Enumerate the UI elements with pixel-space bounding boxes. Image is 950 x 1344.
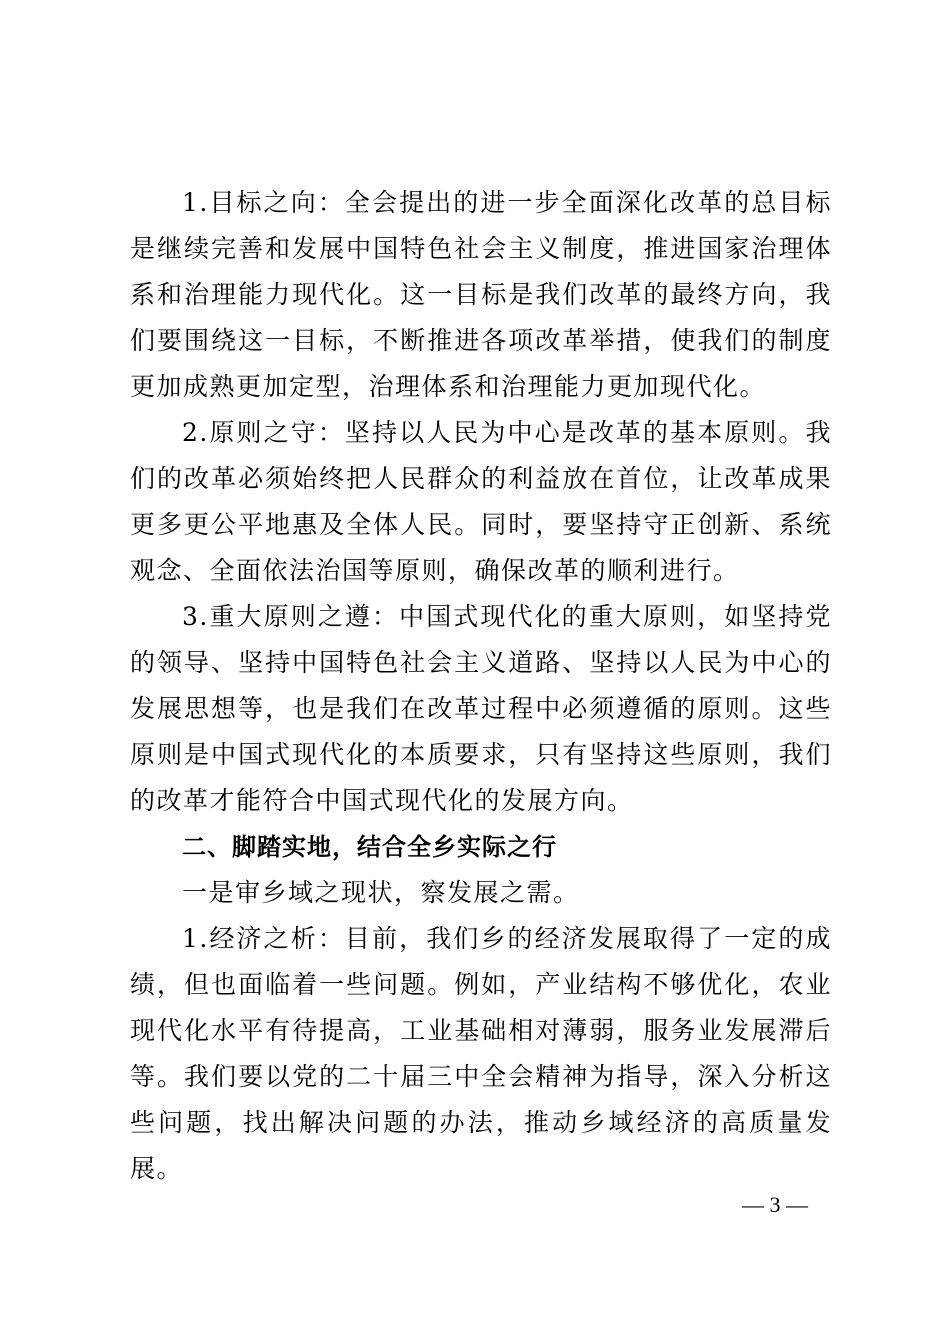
page-number: — 3 — bbox=[742, 1192, 808, 1217]
paragraph-subheading: 一是审乡域之现状，察发展之需。 bbox=[182, 878, 580, 907]
paragraph-principle: 2.原则之守：坚持以人民为中心是改革的基本原则。我们的改革必须始终把人民群众的利益放在首位，让改革成果更多更公平地惠及全体人民。同时，要坚持守正创新、系统观念、全面依法治国等原则，确保改革的顺利进行。 bbox=[130, 418, 832, 585]
paragraph-goal: 1.目标之向：全会提出的进一步全面深化改革的总目标是继续完善和发展中国特色社会主义制度，推进国家治理体系和治理能力现代化。这一目标是我们改革的最终方向，我们要围绕这一目标，不断推进各项改革举措，使我们的制度更加成熟更加定型，治理体系和治理能力更加现代化。 bbox=[130, 188, 832, 401]
section-heading: 二、脚踏实地，结合全乡实际之行 bbox=[182, 833, 557, 861]
document-body bbox=[130, 180, 832, 1192]
paragraph-major-principles: 3.重大原则之遵：中国式现代化的重大原则，如坚持党的领导、坚持中国特色社会主义道路、坚持以人民为中心的发展思想等，也是我们在改革过程中必须遵循的原则。这些原则是中国式现代化的本质要求，只有坚持这些原则，我们的改革才能符合中国式现代化的发展方向。 bbox=[130, 602, 832, 815]
paragraph-economy: 1.经济之析：目前，我们乡的经济发展取得了一定的成绩，但也面临着一些问题。例如，产业结构不够优化，农业现代化水平有待提高，工业基础相对薄弱，服务业发展滞后等。我们要以党的二十届三中全会精神为指导，深入分析这些问题，找出解决问题的办法，推动乡域经济的高质量发展。 bbox=[130, 924, 832, 1183]
